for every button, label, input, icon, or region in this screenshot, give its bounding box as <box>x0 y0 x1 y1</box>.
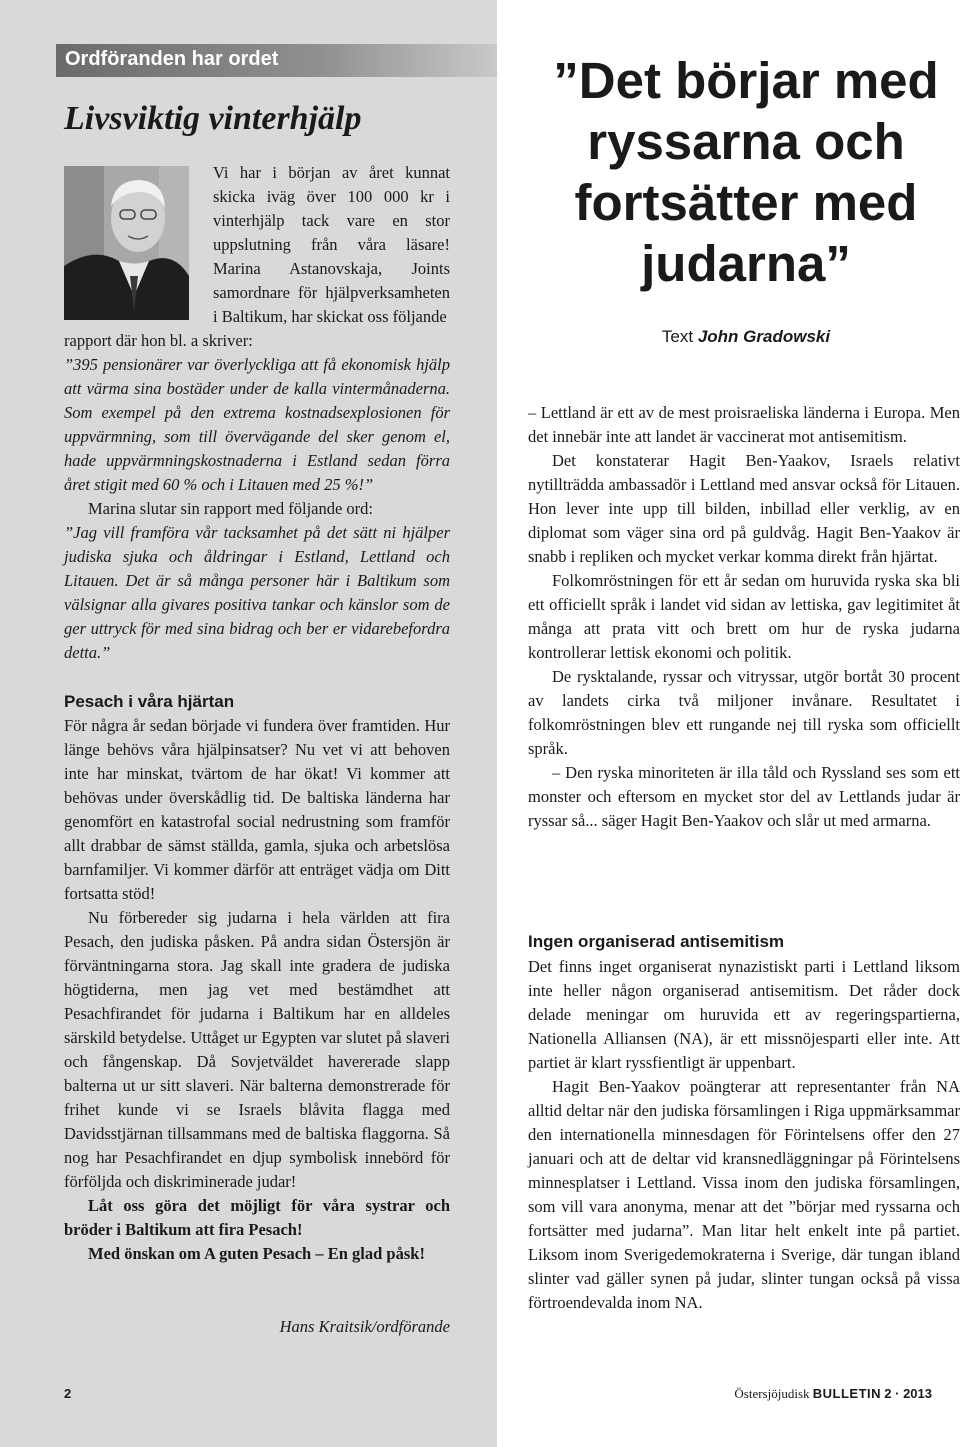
subheading-no-organised-antisemitism: Ingen organiserad antisemitism <box>528 932 785 951</box>
page-footer <box>734 1386 932 1402</box>
chairman-portrait-photo <box>64 166 189 320</box>
byline-author: John Gradowski <box>697 327 831 346</box>
feature-paragraph-6: Det finns inget organiserat nynazistiskt parti i Lettland liksom inte heller någon organiserad antisemitism. Det råder dock delade meningar om huruvida ett av regeringspartierna, Nationella Alliansen (NA), är ett missnöjesparti eller inte. Att partiet är klart ryssfientligt är uppenbart. <box>528 957 960 1072</box>
chair-paragraph-pesach: Nu förbereder sig judarna i hela världen att fira Pesach, den judiska påsken. På andra sidan Östersjön är förväntningarna stora. Jag skall inte gradera de judiska högtiderna, men jag vet med bestämdhet att Pesachfirandet för judarna i Baltikum har en alldeles särskild betydelse. Uttåget ur Egypten var slutet på slaveri och fångenskap. Då Sovjetväldet havererade slapp balterna ut ur sitt slaveri. När balterna demonstrerade för frihet kunde vi se Israels blåvita flagga med Davidsstjärnan tillsammans med de baltiska flaggorna. Så nog har Pesachfirandet en djup symbolisk innebörd för förföljda och diskriminerade judar! <box>64 908 450 1191</box>
footer-prefix: Östersjöjudisk <box>734 1386 810 1401</box>
feature-paragraph-3: Folkomröstningen för ett år sedan om huruvida ryska ska bli ett officiellt språk i landet vid sidan av lettiska, gav legitimitet åt många att prata vitt och brett om hur de ryska judarna kontrollerar lettisk ekonomi och politik. <box>528 571 960 662</box>
chair-article-title: Livsviktig vinterhjälp <box>64 100 362 137</box>
feature-paragraph-7: Hagit Ben-Yaakov poängterar att representanter från NA alltid deltar när den judiska församlingen i Riga uppmärksammar den internationella minnesdagen för Förintelsens offer den 27 januari och att de deltar vid kransnedläggningar på Förintelsens minnesplatser i Lettland. Vissa inom den judiska församlingen, som vill vara anonyma, menar att det ”börjar med ryssarna och fortsätter med judarna”. Man litar helt enkelt inte på partiet. Liksom inom Sverigedemokraterna i Sverige, där tungan ibland slinter vad gäller synen på judar, slinter tungan också på vissa förtroendevalda inom NA. <box>528 1077 960 1312</box>
quote-pensioners: ”395 pensionärer var överlyckliga att få ekonomisk hjälp att värma sina bostäder under de kalla vintermånaderna. Som exempel på den extrema kostnadsexplosionen för uppvärmning, som till övervägande del sker genom el, hade uppvärmningskostnaderna i Estland sedan förra året stigit med 60 % och i Litauen med 25 %!” <box>64 355 450 494</box>
feature-paragraph-5: – Den ryska minoriteten är illa tåld och Ryssland ses som ett monster och eftersom en mycket stor del av Lettlands judar är ryssar så... säger Hagit Ben-Yaakov och slår ut med armarna. <box>528 763 960 830</box>
footer-issue: 2 · 2013 <box>884 1386 932 1401</box>
chair-greeting-bold: Med önskan om A guten Pesach – En glad påsk! <box>88 1244 425 1263</box>
page-number: 2 <box>64 1386 72 1401</box>
chair-intro-tail-text: rapport där hon bl. a skriver: <box>64 331 253 350</box>
feature-paragraph-1: – Lettland är ett av de mest proisraeliska länderna i Europa. Men det innebär inte att landet är vaccinerat mot antisemitism. <box>528 403 960 446</box>
feature-byline <box>530 327 960 347</box>
feature-paragraph-2: Det konstaterar Hagit Ben-Yaakov, Israels relativt nytillträdda ambassadör i Lettland med ansvar också för Litauen. Hon lever inte upp till bilden, inbillad eller verklig, av en diplomat som väger sina ord på guldvåg. Hagit Ben-Yaakov är snabb i repliken och mycket verkar komma direkt från hjärtat. <box>528 451 960 566</box>
chair-body-part2 <box>64 714 450 1266</box>
chair-intro-paragraph: Vi har i början av året kunnat skicka iväg över 100 000 kr i vinterhjälp tack vare en stor uppslutning från våra läsare! Marina Astanovskaja, Joints samordnare för hjälpverksamheten i Baltikum, har skickat oss följande <box>213 163 450 326</box>
chair-appeal-bold: Låt oss göra det möjligt för våra systrar och bröder i Baltikum att fira Pesach! <box>64 1196 450 1239</box>
byline-prefix: Text <box>661 327 694 346</box>
portrait-image <box>64 166 189 320</box>
quote-gratitude: ”Jag vill framföra vår tacksamhet på det sätt ni hjälper judiska sjuka och åldringar i Estland, Lettland och Litauen. Det är så många personer här i Baltikum som välsignar alla givares positiva tankar och känslor som de ger uttryck för med sina bidrag och ber er vidarebefordra detta.” <box>64 523 450 662</box>
footer-magazine-name: BULLETIN <box>812 1386 882 1401</box>
feature-body-part1 <box>528 401 960 833</box>
subheading-pesach: Pesach i våra hjärtan <box>64 692 235 711</box>
section-header-bar <box>56 44 497 77</box>
section-label: Ordföranden har ordet <box>65 48 279 70</box>
feature-body-part2 <box>528 955 960 1315</box>
feature-paragraph-4: De rysktalande, ryssar och vitryssar, utgör bortåt 30 procent av landets cirka två miljoner invånare. Resultatet i folkomröstningen blev ett rungande nej till ryska som officiellt språk. <box>528 667 960 758</box>
chair-body-part1 <box>64 353 450 665</box>
chair-signature: Hans Kraitsik/ordförande <box>279 1317 450 1336</box>
chair-intro-wrapped <box>213 161 450 329</box>
chair-paragraph-future: För några år sedan började vi fundera över framtiden. Hur länge behövs våra hjälpinsatser? Nu vet vi att behoven inte har minskat, tvärtom de har ökat! Vi kommer att behövas under överskådlig tid. De baltiska länderna har genomfört en katastrofal social nedrustning som framför allt drabbar de sämst ställda, gamla, sjuka och arbetslösa barnfamiljer. Vi kommer därför att enträget vädja om Ditt fortsatta stöd! <box>64 716 450 903</box>
chair-paragraph-report-end: Marina slutar sin rapport med följande ord: <box>88 499 374 518</box>
chair-intro-tail <box>64 329 450 353</box>
feature-headline: ”Det börjar med ryssarna och fortsätter med judarna” <box>553 52 939 292</box>
